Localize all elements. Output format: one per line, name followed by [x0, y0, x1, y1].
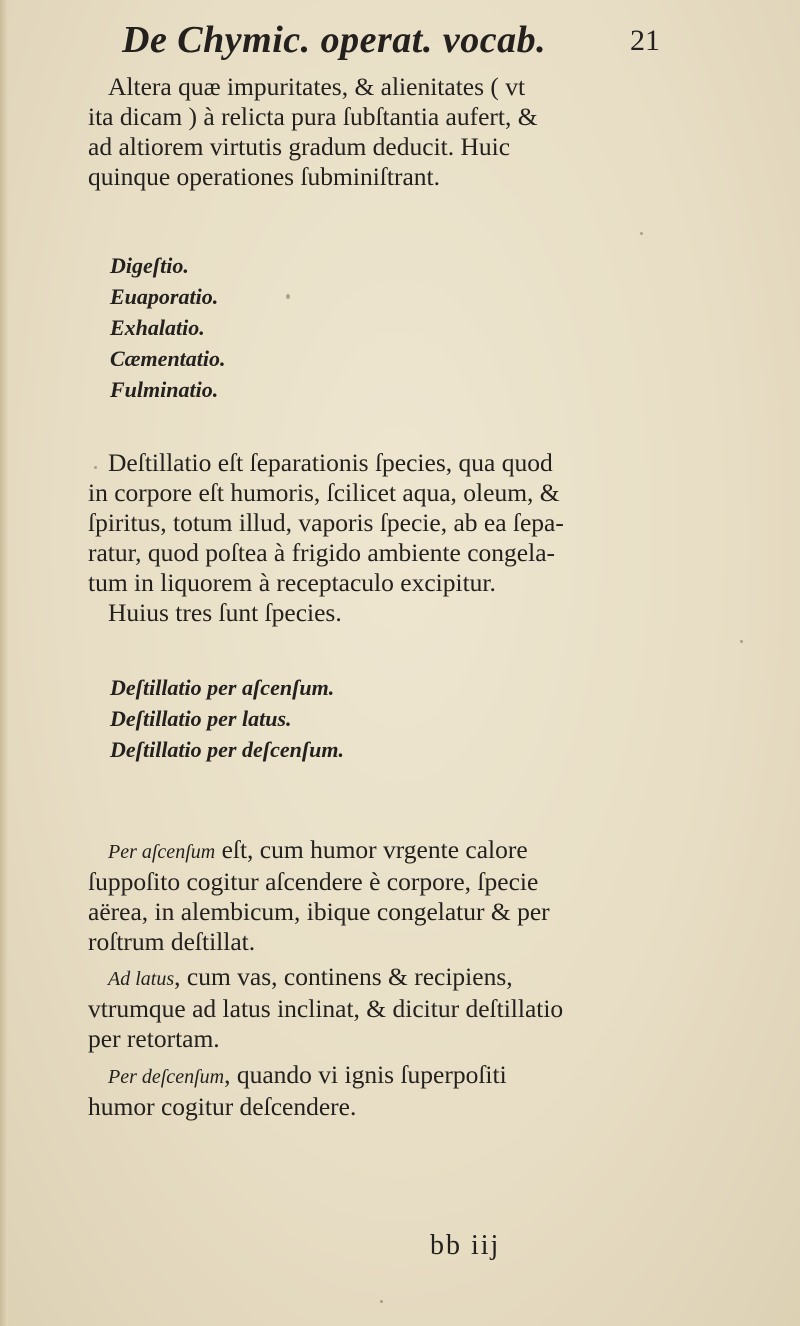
species-intro: Huius tres ſunt ſpecies. — [108, 598, 342, 627]
text-line: per retortam. — [88, 1024, 220, 1053]
text-line: aërea, in alembicum, ibique congelatur & per — [88, 897, 550, 926]
text-line: ſpiritus, totum illud, vaporis ſpecie, ab ea ſepa- — [88, 508, 564, 537]
ink-speck — [286, 294, 290, 299]
page-spine-shadow — [0, 0, 8, 1326]
ink-speck — [380, 1300, 383, 1303]
operation-item: Fulminatio. — [110, 377, 219, 402]
text-span: eſt, cum humor vrgente calore — [215, 835, 528, 864]
italic-term: Per aſcenſum — [108, 841, 216, 863]
italic-term: Ad latus — [108, 968, 175, 990]
page-header — [100, 18, 660, 78]
text-span: , quando vi ignis ſuperpoſiti — [224, 1060, 507, 1089]
text-line — [88, 1060, 648, 1092]
text-line: Altera quæ impuritates, & alienitates ( vt — [108, 72, 526, 101]
text-span: , cum vas, continens & recipiens, — [174, 962, 513, 991]
page-number: 21 — [630, 24, 660, 57]
operations-list — [110, 250, 510, 405]
text-line: Deſtillatio eſt ſeparationis ſpecies, qua quod — [108, 448, 553, 477]
text-line: quinque operationes ſubminiſtrant. — [88, 162, 440, 191]
destillatio-paragraph — [88, 448, 648, 628]
ink-speck — [740, 640, 743, 643]
operation-item: Cæmentatio. — [110, 346, 226, 371]
operation-item: Exhalatio. — [110, 315, 205, 340]
destillatio-species-list — [110, 672, 510, 765]
text-line — [88, 835, 648, 867]
text-line: ita dicam ) à relicta pura ſubſtantia aufert, & — [88, 102, 538, 131]
operation-item: Digeſtio. — [110, 253, 189, 278]
text-line: roſtrum deſtillat. — [88, 927, 256, 956]
running-title: De Chymic. operat. vocab. — [122, 19, 547, 61]
operation-item: Euaporatio. — [110, 284, 219, 309]
descensum-paragraph — [88, 1060, 648, 1122]
latus-paragraph — [88, 962, 648, 1054]
species-item: Deſtillatio per latus. — [110, 706, 292, 731]
intro-paragraph — [88, 72, 648, 192]
text-line: tum in liquorem à receptaculo excipitur. — [88, 568, 496, 597]
italic-term: Per deſcenſum — [108, 1066, 225, 1088]
text-line: humor cogitur deſcendere. — [88, 1092, 357, 1121]
ink-speck — [640, 232, 643, 235]
text-line: ratur, quod poſtea à frigido ambiente congela- — [88, 538, 556, 567]
species-item: Deſtillatio per deſcenſum. — [110, 737, 345, 762]
text-line: in corpore eſt humoris, ſcilicet aqua, oleum, & — [88, 478, 560, 507]
text-line — [88, 962, 648, 994]
text-line: vtrumque ad latus inclinat, & dicitur deſtillatio — [88, 994, 564, 1023]
ascensum-paragraph — [88, 835, 648, 957]
ink-speck — [94, 466, 97, 469]
text-line: ad altiorem virtutis gradum deducit. Huic — [88, 132, 511, 161]
species-item: Deſtillatio per aſcenſum. — [110, 675, 335, 700]
text-line: ſuppoſito cogitur aſcendere è corpore, ſpecie — [88, 867, 539, 896]
signature-mark: bb iij — [430, 1230, 501, 1261]
